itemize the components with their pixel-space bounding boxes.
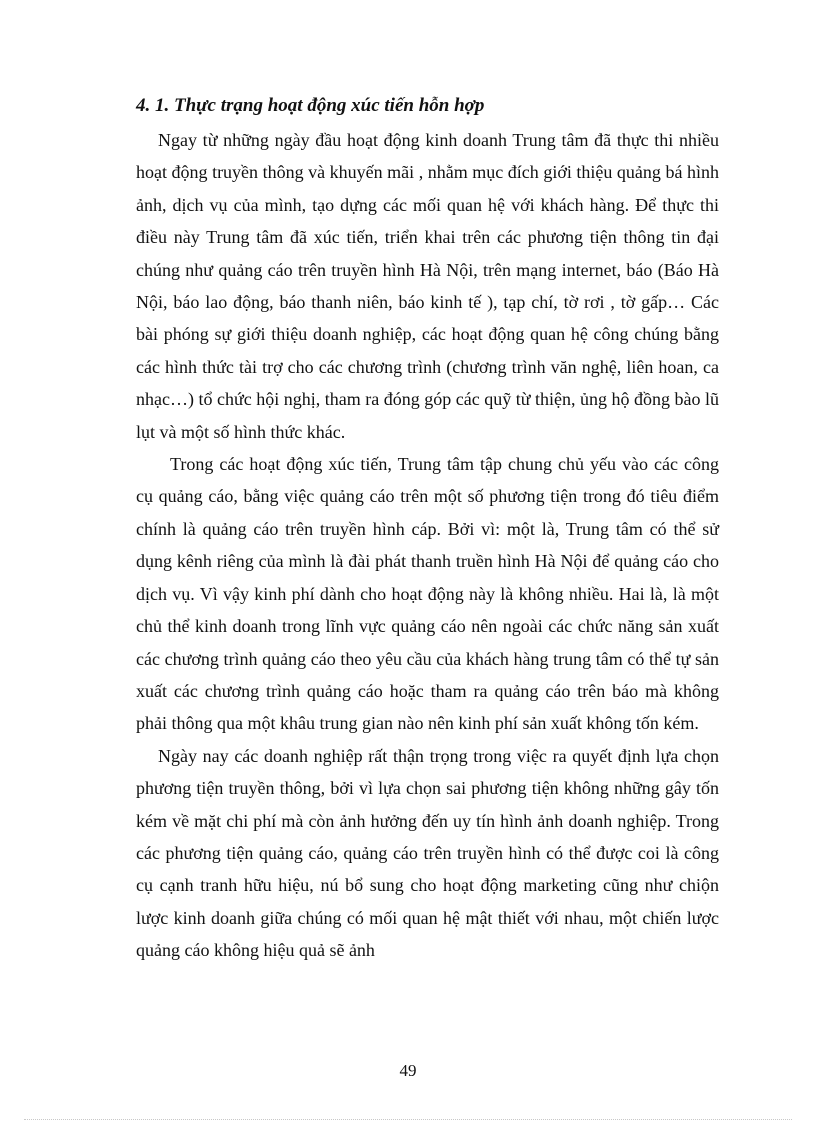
page-number: 49 [399, 1061, 417, 1080]
page-bottom-rule [24, 1119, 792, 1120]
section-heading: 4. 1. Thực trạng hoạt động xúc tiến hỗn hợp [136, 95, 485, 116]
paragraph-3: Ngày nay các doanh nghiệp rất thận trọng trong việc ra quyết định lựa chọn phương tiện truyền thông, bởi vì lựa chọn sai phương tiện không những gây tốn kém về mặt chi phí mà còn ảnh hưởng đến uy tín hình ảnh doanh nghiệp. Trong các phương tiện quảng cáo, quảng cáo trên truyền hình có thể được coi là công cụ cạnh tranh hữu hiệu, nú bổ sung cho hoạt động marketing cũng như chiộn lược kinh doanh giữa chúng có mối quan hệ mật thiết với nhau, một chiến lược quảng cáo không hiệu quả sẽ ảnh [136, 745, 719, 961]
paragraph-1: Ngay từ những ngày đầu hoạt động kinh doanh Trung tâm đã thực thi nhiều hoạt động truyền thông và khuyến mãi , nhằm mục đích giới thiệu quảng bá hình ảnh, dịch vụ của mình, tạo dựng các mối quan hệ với khách hàng. Để thực thi điều này Trung tâm đã xúc tiến, triển khai trên các phương tiện thông tin đại chúng như quảng cáo trên truyền hình Hà Nội, trên mạng internet, báo (Báo Hà Nội, báo lao động, báo thanh niên, báo kinh tế ), tạp chí, tờ rơi , tờ gấp… Các bài phóng sự giới thiệu doanh nghiệp, các hoạt động quan hệ công chúng bằng các hình thức tài trợ cho các chương trình (chương trình văn nghệ, liên hoan, ca nhạc…) tổ chức hội nghị, tham ra đóng góp các quỹ từ thiện, ủng hộ đồng bào lũ lụt và một số hình thức khác. [136, 130, 719, 442]
body-text [136, 124, 719, 967]
paragraph-2: Trong các hoạt động xúc tiến, Trung tâm tập chung chủ yếu vào các công cụ quảng cáo, bằng việc quảng cáo trên một số phương tiện trong đó tiêu điểm chính là quảng cáo trên truyền hình cáp. Bởi vì: một là, Trung tâm có thể sử dụng kênh riêng của mình là đài phát thanh truền hình Hà Nội để quảng cáo cho dịch vụ. Vì vậy kinh phí dành cho hoạt động này là không nhiều. Hai là, là một chủ thể kinh doanh trong lĩnh vực quảng cáo nên ngoài các chức năng sản xuất các chương trình quảng cáo theo yêu cầu của khách hàng trung tâm có thể tự sản xuất các chương trình quảng cáo hoặc tham ra quảng cáo trên báo mà không phải thông qua một khâu trung gian nào nên kinh phí sản xuất không tốn kém. [136, 454, 719, 734]
